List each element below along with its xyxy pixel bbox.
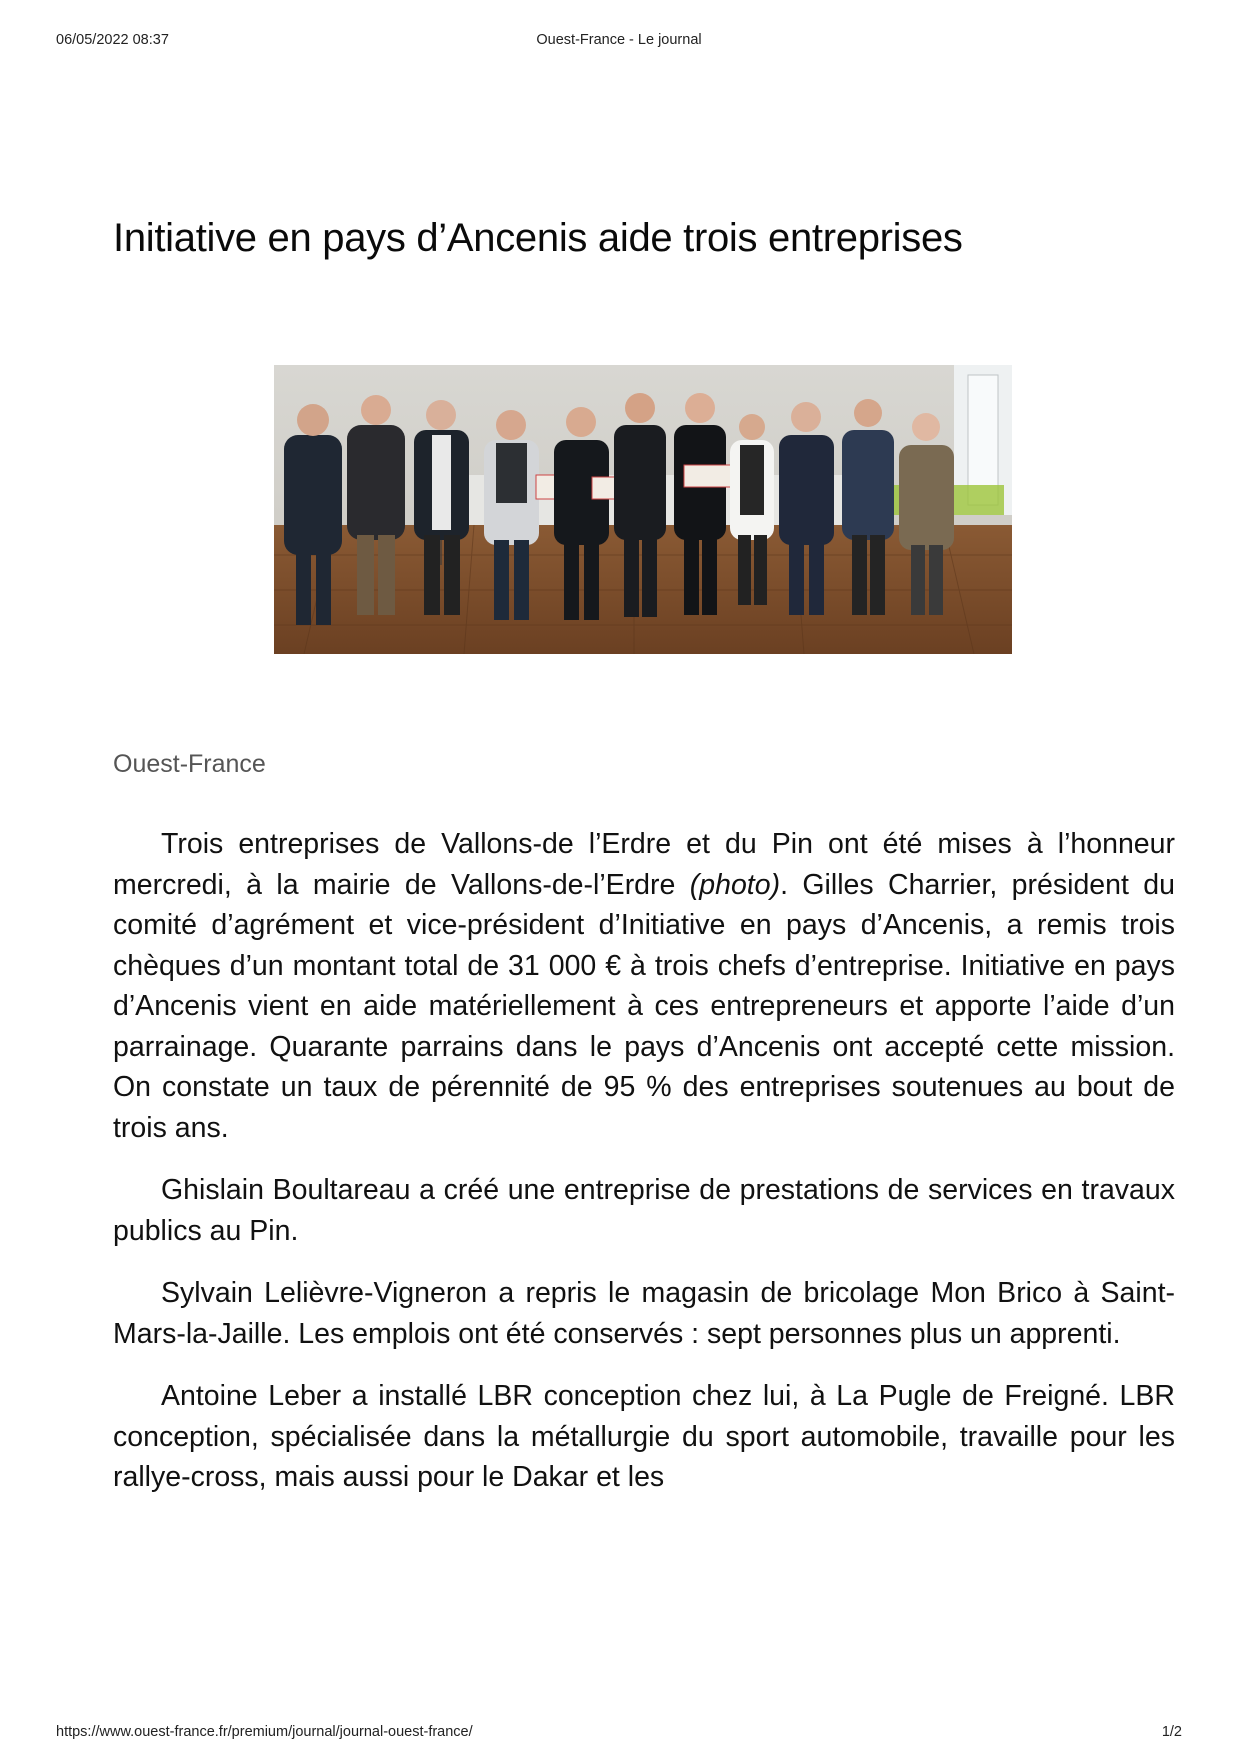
article-paragraph: Sylvain Lelièvre-Vigneron a repris le magasin de bricolage Mon Brico à Saint-Mars-la-Jaille. Les emplois ont été conservés : sept personnes plus un apprenti. [113,1277,1175,1350]
article-paragraph: Antoine Leber a installé LBR conception chez lui, à La Pugle de Freigné. LBR conception, spécialisée dans la métallurgie du sport automobile, travaille pour les rallye-cross, mais aussi pour le Dakar et les [113,1380,1175,1493]
article-body [113,824,1175,1520]
paragraph-text: Trois entreprises de Vallons-de l’Erdre et du Pin ont été mises à l’honneur mercredi, à la mairie de Vallons-de-l’Erdre [113,828,1175,901]
page-url: https://www.ouest-france.fr/premium/journal/journal-ouest-france/ [56,1724,473,1740]
article [113,214,1175,1493]
group-photo-image [274,365,1012,654]
print-header [56,32,1182,52]
print-page-title: Ouest-France - Le journal [536,32,702,48]
article-photo [274,365,1012,654]
print-datetime: 06/05/2022 08:37 [56,32,169,48]
print-footer [56,1724,1182,1744]
article-headline: Initiative en pays d’Ancenis aide trois entreprises [113,216,963,260]
paragraph-text: . Gilles Charrier, président du comité d’agrément et vice-président d’Initiative en pays d’Ancenis, a remis trois chèques d’un montant total de 31 000 € à trois chefs d’entreprise. Initiative en pays d’Ancenis vient en aide matériellement à ces entrepreneurs et apporte l’aide d’un parrainage. Quarante parrains dans le pays d’Ancenis ont accepté cette mission. On constate un taux de pérennité de 95 % des entreprises soutenues au bout de trois ans. [113,868,1175,1144]
article-paragraph [113,824,1175,1148]
article-source: Ouest-France [113,750,266,778]
article-paragraph: Ghislain Boultareau a créé une entreprise de prestations de services en travaux publics au Pin. [113,1174,1175,1247]
page-number: 1/2 [1161,1724,1182,1740]
photo-reference: (photo) [689,868,781,901]
